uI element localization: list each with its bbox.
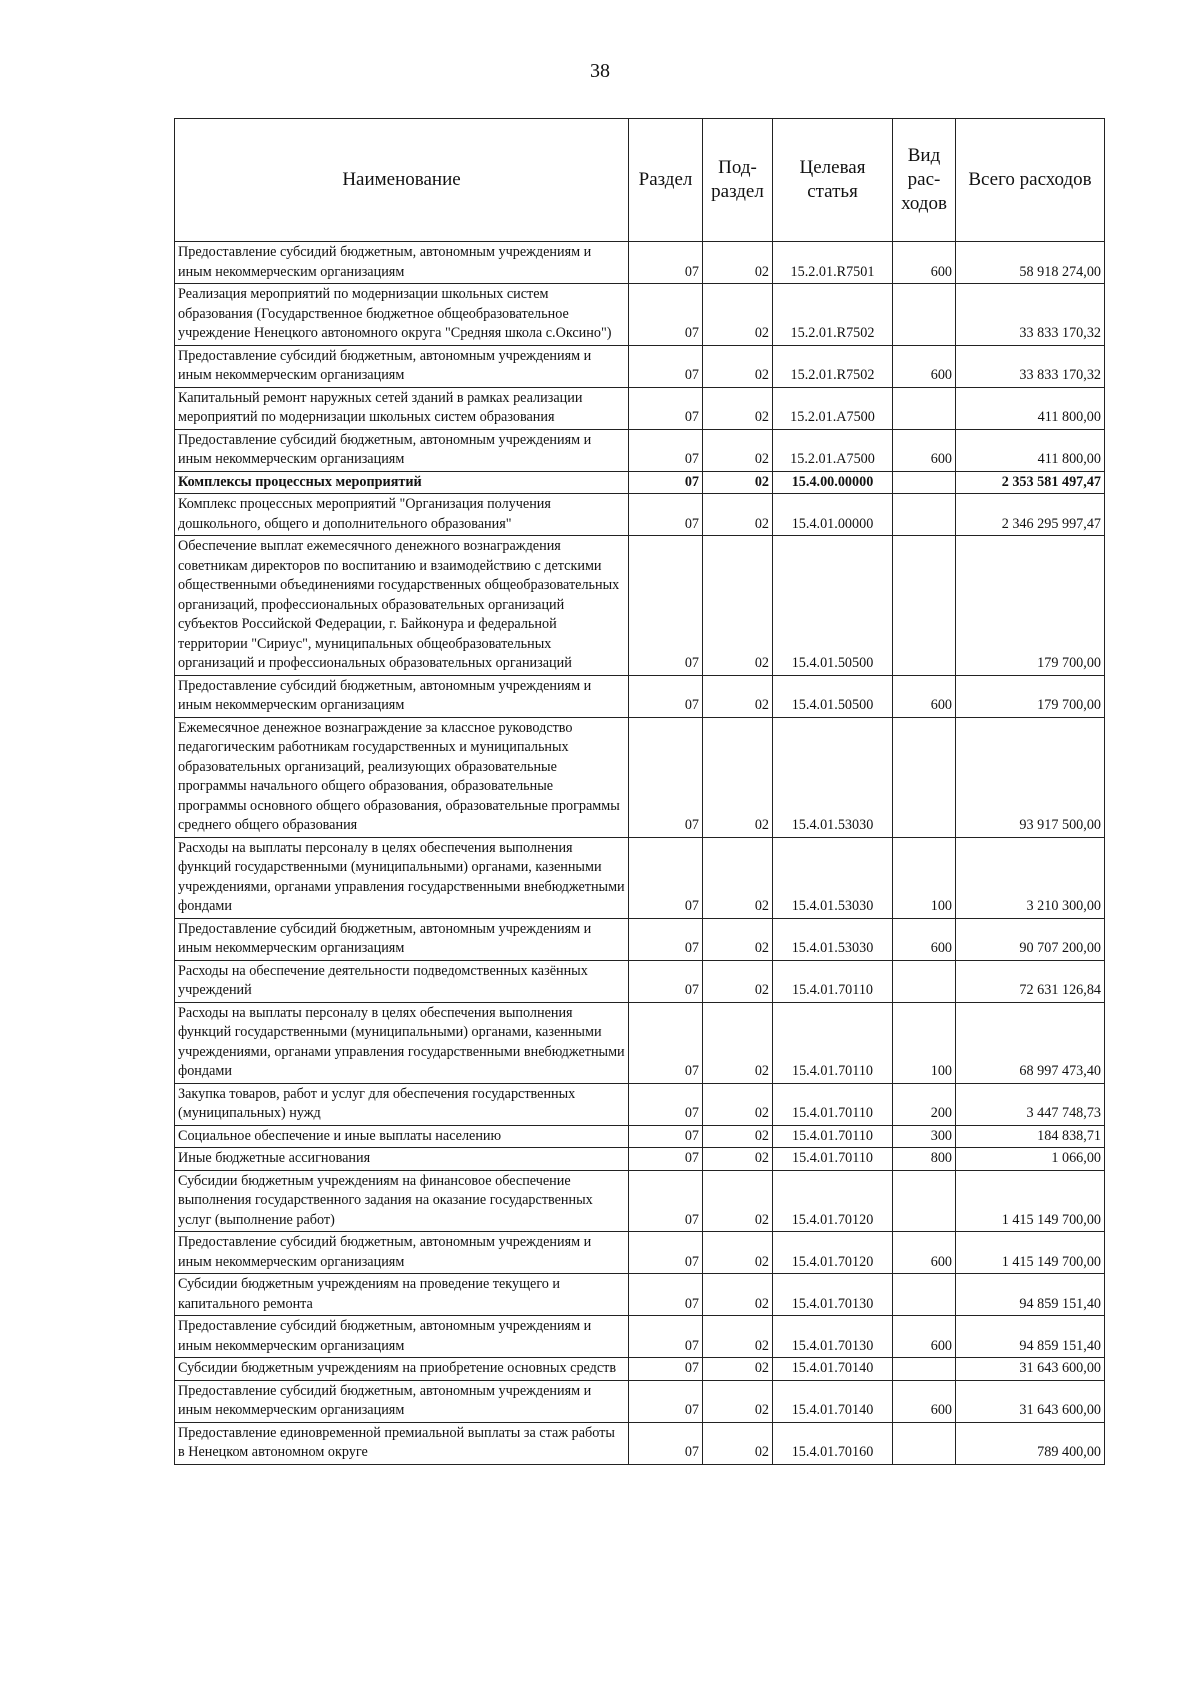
cell-razdel: 07 — [629, 429, 703, 471]
cell-vid: 600 — [893, 345, 956, 387]
cell-total: 93 917 500,00 — [956, 717, 1105, 837]
cell-vid — [893, 536, 956, 676]
page-number: 38 — [590, 60, 610, 82]
cell-razdel: 07 — [629, 387, 703, 429]
cell-podrazdel: 02 — [703, 675, 773, 717]
table-body — [175, 242, 1105, 1465]
cell-celevaya: 15.4.01.53030 — [773, 918, 893, 960]
cell-total: 1 066,00 — [956, 1148, 1105, 1171]
cell-podrazdel: 02 — [703, 1232, 773, 1274]
cell-total: 411 800,00 — [956, 429, 1105, 471]
cell-name: Капитальный ремонт наружных сетей зданий в рамках реализации мероприятий по модернизации школьных систем образования — [175, 387, 629, 429]
cell-name: Предоставление субсидий бюджетным, автономным учреждениям и иным некоммерческим организациям — [175, 429, 629, 471]
cell-celevaya: 15.2.01.R7502 — [773, 345, 893, 387]
cell-total: 31 643 600,00 — [956, 1358, 1105, 1381]
cell-vid — [893, 1274, 956, 1316]
cell-celevaya: 15.4.01.70110 — [773, 1148, 893, 1171]
cell-podrazdel: 02 — [703, 960, 773, 1002]
cell-podrazdel: 02 — [703, 1316, 773, 1358]
table-row — [175, 1274, 1105, 1316]
cell-podrazdel: 02 — [703, 1083, 773, 1125]
cell-podrazdel: 02 — [703, 387, 773, 429]
cell-razdel: 07 — [629, 1083, 703, 1125]
cell-celevaya: 15.2.01.R7502 — [773, 284, 893, 346]
table-row — [175, 536, 1105, 676]
cell-vid: 600 — [893, 675, 956, 717]
cell-razdel: 07 — [629, 1316, 703, 1358]
cell-vid: 600 — [893, 1316, 956, 1358]
cell-total: 3 210 300,00 — [956, 837, 1105, 918]
cell-total: 1 415 149 700,00 — [956, 1170, 1105, 1232]
cell-name: Предоставление субсидий бюджетным, автономным учреждениям и иным некоммерческим организациям — [175, 242, 629, 284]
cell-razdel: 07 — [629, 960, 703, 1002]
table-row — [175, 1316, 1105, 1358]
cell-razdel: 07 — [629, 1380, 703, 1422]
cell-name: Субсидии бюджетным учреждениям на проведение текущего и капитального ремонта — [175, 1274, 629, 1316]
cell-name: Ежемесячное денежное вознаграждение за классное руководство педагогическим работникам государственных и муниципальных образовательных организаций, реализующих образовательные программы начального общего образования, образовательные программы основного общего образования, образовательные программы среднего общего образования — [175, 717, 629, 837]
cell-razdel: 07 — [629, 837, 703, 918]
cell-total: 179 700,00 — [956, 536, 1105, 676]
cell-name: Предоставление единовременной премиальной выплаты за стаж работы в Ненецком автономном округе — [175, 1422, 629, 1464]
cell-celevaya: 15.4.01.70110 — [773, 1083, 893, 1125]
cell-celevaya: 15.4.01.70120 — [773, 1232, 893, 1274]
cell-razdel: 07 — [629, 1002, 703, 1083]
cell-vid — [893, 387, 956, 429]
cell-total: 68 997 473,40 — [956, 1002, 1105, 1083]
cell-celevaya: 15.2.01.A7500 — [773, 429, 893, 471]
cell-vid — [893, 284, 956, 346]
cell-total: 411 800,00 — [956, 387, 1105, 429]
cell-podrazdel: 02 — [703, 1125, 773, 1148]
table-row — [175, 345, 1105, 387]
table-row — [175, 1380, 1105, 1422]
cell-razdel: 07 — [629, 345, 703, 387]
cell-podrazdel: 02 — [703, 429, 773, 471]
cell-total: 2 346 295 997,47 — [956, 494, 1105, 536]
header-razdel: Раздел — [629, 119, 703, 242]
cell-vid: 100 — [893, 1002, 956, 1083]
cell-vid — [893, 717, 956, 837]
cell-celevaya: 15.2.01.A7500 — [773, 387, 893, 429]
cell-podrazdel: 02 — [703, 1002, 773, 1083]
cell-total: 33 833 170,32 — [956, 284, 1105, 346]
cell-name: Комплекс процессных мероприятий "Организация получения дошкольного, общего и дополнительного образования" — [175, 494, 629, 536]
cell-celevaya: 15.4.00.00000 — [773, 471, 893, 494]
cell-podrazdel: 02 — [703, 837, 773, 918]
cell-total: 179 700,00 — [956, 675, 1105, 717]
cell-name: Предоставление субсидий бюджетным, автономным учреждениям и иным некоммерческим организациям — [175, 345, 629, 387]
cell-name: Расходы на выплаты персоналу в целях обеспечения выполнения функций государственными (муниципальными) органами, казенными учреждениями, органами управления государственными внебюджетными фондами — [175, 837, 629, 918]
table-row — [175, 1170, 1105, 1232]
cell-celevaya: 15.4.01.70160 — [773, 1422, 893, 1464]
table-row — [175, 837, 1105, 918]
cell-razdel: 07 — [629, 1274, 703, 1316]
cell-celevaya: 15.4.01.70130 — [773, 1274, 893, 1316]
cell-podrazdel: 02 — [703, 1170, 773, 1232]
cell-total: 33 833 170,32 — [956, 345, 1105, 387]
cell-vid: 600 — [893, 429, 956, 471]
cell-name: Закупка товаров, работ и услуг для обеспечения государственных (муниципальных) нужд — [175, 1083, 629, 1125]
cell-name: Предоставление субсидий бюджетным, автономным учреждениям и иным некоммерческим организациям — [175, 918, 629, 960]
cell-total: 184 838,71 — [956, 1125, 1105, 1148]
cell-name: Комплексы процессных мероприятий — [175, 471, 629, 494]
table-row — [175, 284, 1105, 346]
cell-vid: 200 — [893, 1083, 956, 1125]
table-row — [175, 717, 1105, 837]
table-row — [175, 429, 1105, 471]
table-row — [175, 1358, 1105, 1381]
cell-total: 90 707 200,00 — [956, 918, 1105, 960]
cell-total: 789 400,00 — [956, 1422, 1105, 1464]
cell-celevaya: 15.4.01.70120 — [773, 1170, 893, 1232]
header-name: Наименование — [175, 119, 629, 242]
table-row-bold — [175, 471, 1105, 494]
cell-podrazdel: 02 — [703, 494, 773, 536]
cell-vid: 600 — [893, 242, 956, 284]
cell-name: Предоставление субсидий бюджетным, автономным учреждениям и иным некоммерческим организациям — [175, 1316, 629, 1358]
table-row — [175, 1148, 1105, 1171]
cell-podrazdel: 02 — [703, 1274, 773, 1316]
cell-podrazdel: 02 — [703, 1358, 773, 1381]
cell-podrazdel: 02 — [703, 918, 773, 960]
cell-name: Субсидии бюджетным учреждениям на приобретение основных средств — [175, 1358, 629, 1381]
cell-razdel: 07 — [629, 717, 703, 837]
cell-podrazdel: 02 — [703, 717, 773, 837]
cell-celevaya: 15.4.01.70130 — [773, 1316, 893, 1358]
table-row — [175, 675, 1105, 717]
cell-name: Предоставление субсидий бюджетным, автономным учреждениям и иным некоммерческим организациям — [175, 675, 629, 717]
cell-razdel: 07 — [629, 1422, 703, 1464]
cell-vid: 800 — [893, 1148, 956, 1171]
cell-podrazdel: 02 — [703, 1422, 773, 1464]
cell-total: 3 447 748,73 — [956, 1083, 1105, 1125]
cell-total: 31 643 600,00 — [956, 1380, 1105, 1422]
table-header-row — [175, 119, 1105, 242]
cell-vid: 100 — [893, 837, 956, 918]
cell-vid — [893, 494, 956, 536]
cell-celevaya: 15.4.01.53030 — [773, 837, 893, 918]
cell-podrazdel: 02 — [703, 1148, 773, 1171]
cell-celevaya: 15.4.01.70140 — [773, 1380, 893, 1422]
table-row — [175, 1083, 1105, 1125]
cell-razdel: 07 — [629, 1170, 703, 1232]
cell-podrazdel: 02 — [703, 471, 773, 494]
cell-total: 94 859 151,40 — [956, 1274, 1105, 1316]
table-row — [175, 494, 1105, 536]
cell-razdel: 07 — [629, 1232, 703, 1274]
cell-total: 2 353 581 497,47 — [956, 471, 1105, 494]
cell-razdel: 07 — [629, 1358, 703, 1381]
cell-podrazdel: 02 — [703, 345, 773, 387]
cell-name: Иные бюджетные ассигнования — [175, 1148, 629, 1171]
cell-razdel: 07 — [629, 1125, 703, 1148]
cell-podrazdel: 02 — [703, 1380, 773, 1422]
cell-celevaya: 15.4.01.70110 — [773, 960, 893, 1002]
table-row — [175, 1125, 1105, 1148]
table-row — [175, 387, 1105, 429]
cell-name: Расходы на выплаты персоналу в целях обеспечения выполнения функций государственными (муниципальными) органами, казенными учреждениями, органами управления государственными внебюджетными фондами — [175, 1002, 629, 1083]
cell-total: 1 415 149 700,00 — [956, 1232, 1105, 1274]
cell-podrazdel: 02 — [703, 284, 773, 346]
table-row — [175, 242, 1105, 284]
cell-razdel: 07 — [629, 471, 703, 494]
table-row — [175, 960, 1105, 1002]
cell-vid — [893, 1170, 956, 1232]
cell-vid: 300 — [893, 1125, 956, 1148]
cell-name: Обеспечение выплат ежемесячного денежного вознаграждения советникам директоров по воспитанию и взаимодействию с детскими общественными объединениями государственных общеобразовательных организаций, профессиональных образовательных организаций субъектов Российской Федерации, г. Байконура и федеральной территории "Сириус", муниципальных общеобразовательных организаций и профессиональных образовательных организаций — [175, 536, 629, 676]
header-vid: Вид рас-ходов — [893, 119, 956, 242]
cell-celevaya: 15.4.01.50500 — [773, 675, 893, 717]
cell-celevaya: 15.4.01.70110 — [773, 1125, 893, 1148]
cell-vid: 600 — [893, 918, 956, 960]
table-row — [175, 1232, 1105, 1274]
cell-vid — [893, 471, 956, 494]
table-row — [175, 1422, 1105, 1464]
cell-name: Социальное обеспечение и иные выплаты населению — [175, 1125, 629, 1148]
header-celevaya: Целевая статья — [773, 119, 893, 242]
cell-total: 58 918 274,00 — [956, 242, 1105, 284]
cell-total: 72 631 126,84 — [956, 960, 1105, 1002]
cell-total: 94 859 151,40 — [956, 1316, 1105, 1358]
cell-razdel: 07 — [629, 1148, 703, 1171]
cell-celevaya: 15.4.01.70110 — [773, 1002, 893, 1083]
header-total: Всего расходов — [956, 119, 1105, 242]
cell-podrazdel: 02 — [703, 242, 773, 284]
cell-celevaya: 15.4.01.00000 — [773, 494, 893, 536]
cell-razdel: 07 — [629, 494, 703, 536]
cell-vid — [893, 960, 956, 1002]
cell-podrazdel: 02 — [703, 536, 773, 676]
cell-celevaya: 15.4.01.50500 — [773, 536, 893, 676]
cell-celevaya: 15.4.01.70140 — [773, 1358, 893, 1381]
cell-name: Субсидии бюджетным учреждениям на финансовое обеспечение выполнения государственного задания на оказание государственных услуг (выполнение работ) — [175, 1170, 629, 1232]
table-row — [175, 1002, 1105, 1083]
cell-razdel: 07 — [629, 675, 703, 717]
cell-name: Расходы на обеспечение деятельности подведомственных казённых учреждений — [175, 960, 629, 1002]
budget-table — [174, 118, 1105, 1465]
cell-celevaya: 15.2.01.R7501 — [773, 242, 893, 284]
cell-razdel: 07 — [629, 918, 703, 960]
cell-name: Предоставление субсидий бюджетным, автономным учреждениям и иным некоммерческим организациям — [175, 1232, 629, 1274]
cell-name: Предоставление субсидий бюджетным, автономным учреждениям и иным некоммерческим организациям — [175, 1380, 629, 1422]
cell-vid — [893, 1422, 956, 1464]
cell-razdel: 07 — [629, 242, 703, 284]
cell-razdel: 07 — [629, 536, 703, 676]
cell-name: Реализация мероприятий по модернизации школьных систем образования (Государственное бюджетное общеобразовательное учреждение Ненецкого автономного округа "Средняя школа с.Оксино") — [175, 284, 629, 346]
cell-vid — [893, 1358, 956, 1381]
table-row — [175, 918, 1105, 960]
cell-razdel: 07 — [629, 284, 703, 346]
header-podrazdel: Под-раздел — [703, 119, 773, 242]
cell-celevaya: 15.4.01.53030 — [773, 717, 893, 837]
cell-vid: 600 — [893, 1232, 956, 1274]
cell-vid: 600 — [893, 1380, 956, 1422]
